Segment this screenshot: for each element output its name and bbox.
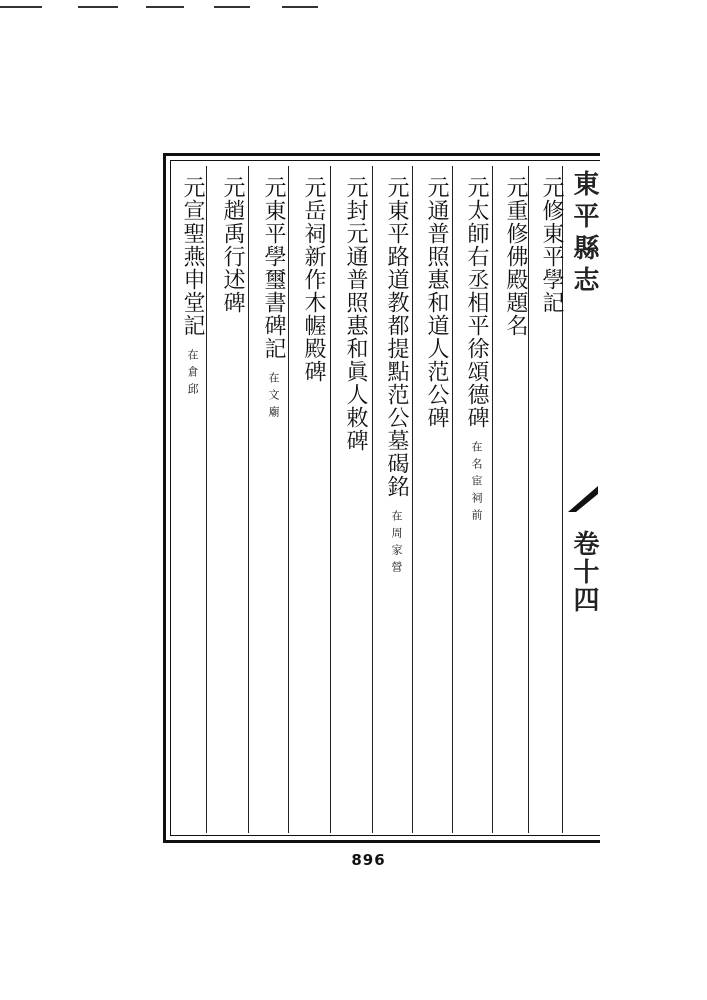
top-dash [146, 6, 184, 8]
entry-column [413, 176, 451, 429]
entry-column [290, 176, 328, 383]
entry-title: 元封元通普照惠和眞人敕碑 [343, 176, 368, 452]
entry-title: 元太師右丞相平徐頌德碑 [464, 176, 489, 429]
entry-title: 元修東平學記 [539, 176, 564, 314]
entry-location-note: 在周家營 [390, 510, 403, 578]
entry-column [453, 176, 491, 526]
entry-column [492, 176, 530, 337]
entry-title: 元東平路道教都提點范公墓碣銘 [384, 176, 409, 498]
entry-location-note: 在名宦祠前 [470, 441, 483, 526]
entry-location-note: 在倉邱 [186, 349, 199, 400]
page-number: 896 [351, 851, 386, 869]
entry-column [528, 176, 566, 314]
top-dash [214, 6, 250, 8]
entry-column [332, 176, 370, 452]
entry-title: 元宣聖燕申堂記 [180, 176, 205, 337]
header-strip [562, 160, 600, 836]
entry-column [169, 176, 207, 400]
top-dash [78, 6, 118, 8]
column-rule [248, 166, 249, 833]
entry-title: 元東平學璽書碑記 [261, 176, 286, 360]
volume-label: 卷十四 [569, 530, 599, 614]
entry-title: 元重修佛殿題名 [503, 176, 528, 337]
top-dash [0, 6, 42, 8]
entry-title: 元岳祠新作木幄殿碑 [301, 176, 326, 383]
entry-title: 元通普照惠和道人范公碑 [424, 176, 449, 429]
entry-column [250, 176, 288, 423]
column-rule [288, 166, 289, 833]
top-dash [282, 6, 318, 8]
book-title: 東平縣志 [569, 170, 599, 298]
column-rule [330, 166, 331, 833]
entry-title: 元趙禹行述碑 [220, 176, 245, 314]
entry-location-note: 在文廟 [267, 372, 280, 423]
entry-column [373, 176, 411, 578]
entry-column [209, 176, 247, 314]
fishtail-mark-icon [566, 482, 600, 516]
